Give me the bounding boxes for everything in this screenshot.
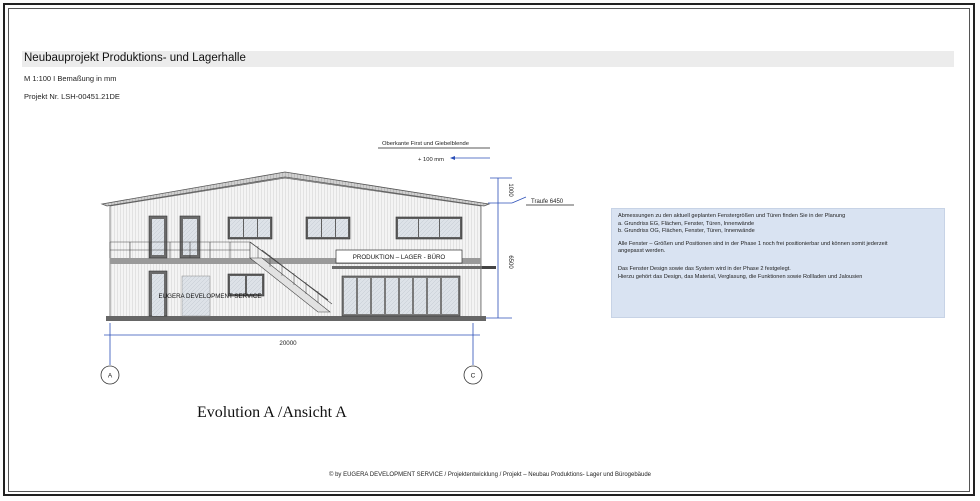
notes-line: Abmessungen zu den aktuell geplanten Fenstergrößen und Türen finden Sie in der Planung [618, 213, 846, 219]
facade-sign-text: PRODUKTION – LAGER - BÜRO [352, 254, 446, 261]
company-facade-text: EUGERA DEVELOPMENT SERVICE [158, 293, 262, 300]
drawing-caption: Evolution A /Ansicht A [197, 404, 347, 421]
notes-line: Alle Fenster – Größen und Positionen sind in der Phase 1 noch frei positionierbar und können somit jederzeit [618, 240, 888, 247]
footer-copyright: © by EUGERA DEVELOPMENT SERVICE / Projektentwicklung / Projekt – Neubau Produktions- Lager und Bürogebäude [328, 472, 652, 478]
eaves-label: Traufe 6450 [531, 199, 564, 205]
scale-note: M 1:100 I Bemaßung in mm [24, 74, 117, 83]
project-number: Projekt Nr. LSH-00451.21DE [24, 92, 120, 101]
dimension-top-label: 1000 [507, 183, 513, 197]
axis-marker-a-label: A [107, 372, 113, 380]
ridge-offset-arrowhead [450, 156, 455, 160]
page-title: Neubauprojekt Produktions- und Lagerhalle [24, 52, 246, 64]
notes-line: Das Fenster Design sowie das System wird in der Phase 2 festgelegt. [618, 265, 791, 272]
notes-line: angepasst werden. [618, 248, 666, 255]
notes-line: b. Grundriss OG, Flächen, Fenster, Türen, Innenwände [618, 228, 755, 235]
axis-marker-c-label: C [470, 372, 476, 380]
ridge-label: Oberkante First und Giebelblende [382, 141, 470, 147]
glass-front [342, 276, 460, 316]
ground-line [106, 316, 486, 321]
ridge-offset-label: + 100 mm [418, 157, 444, 163]
notes-line: Hierzu gehört das Design, das Material, Verglasung, die Funktionen sowie Rollladen und Jalousien [618, 273, 863, 280]
eaves-leader [512, 197, 526, 203]
notes-line: a. Grundriss EG, Flächen, Fenster, Türen, Innenwände [618, 220, 755, 227]
entrance-canopy [332, 266, 496, 269]
notes-box [611, 208, 945, 318]
dimension-width-label: 20000 [279, 340, 297, 347]
dimension-height-label: 6500 [507, 255, 513, 269]
